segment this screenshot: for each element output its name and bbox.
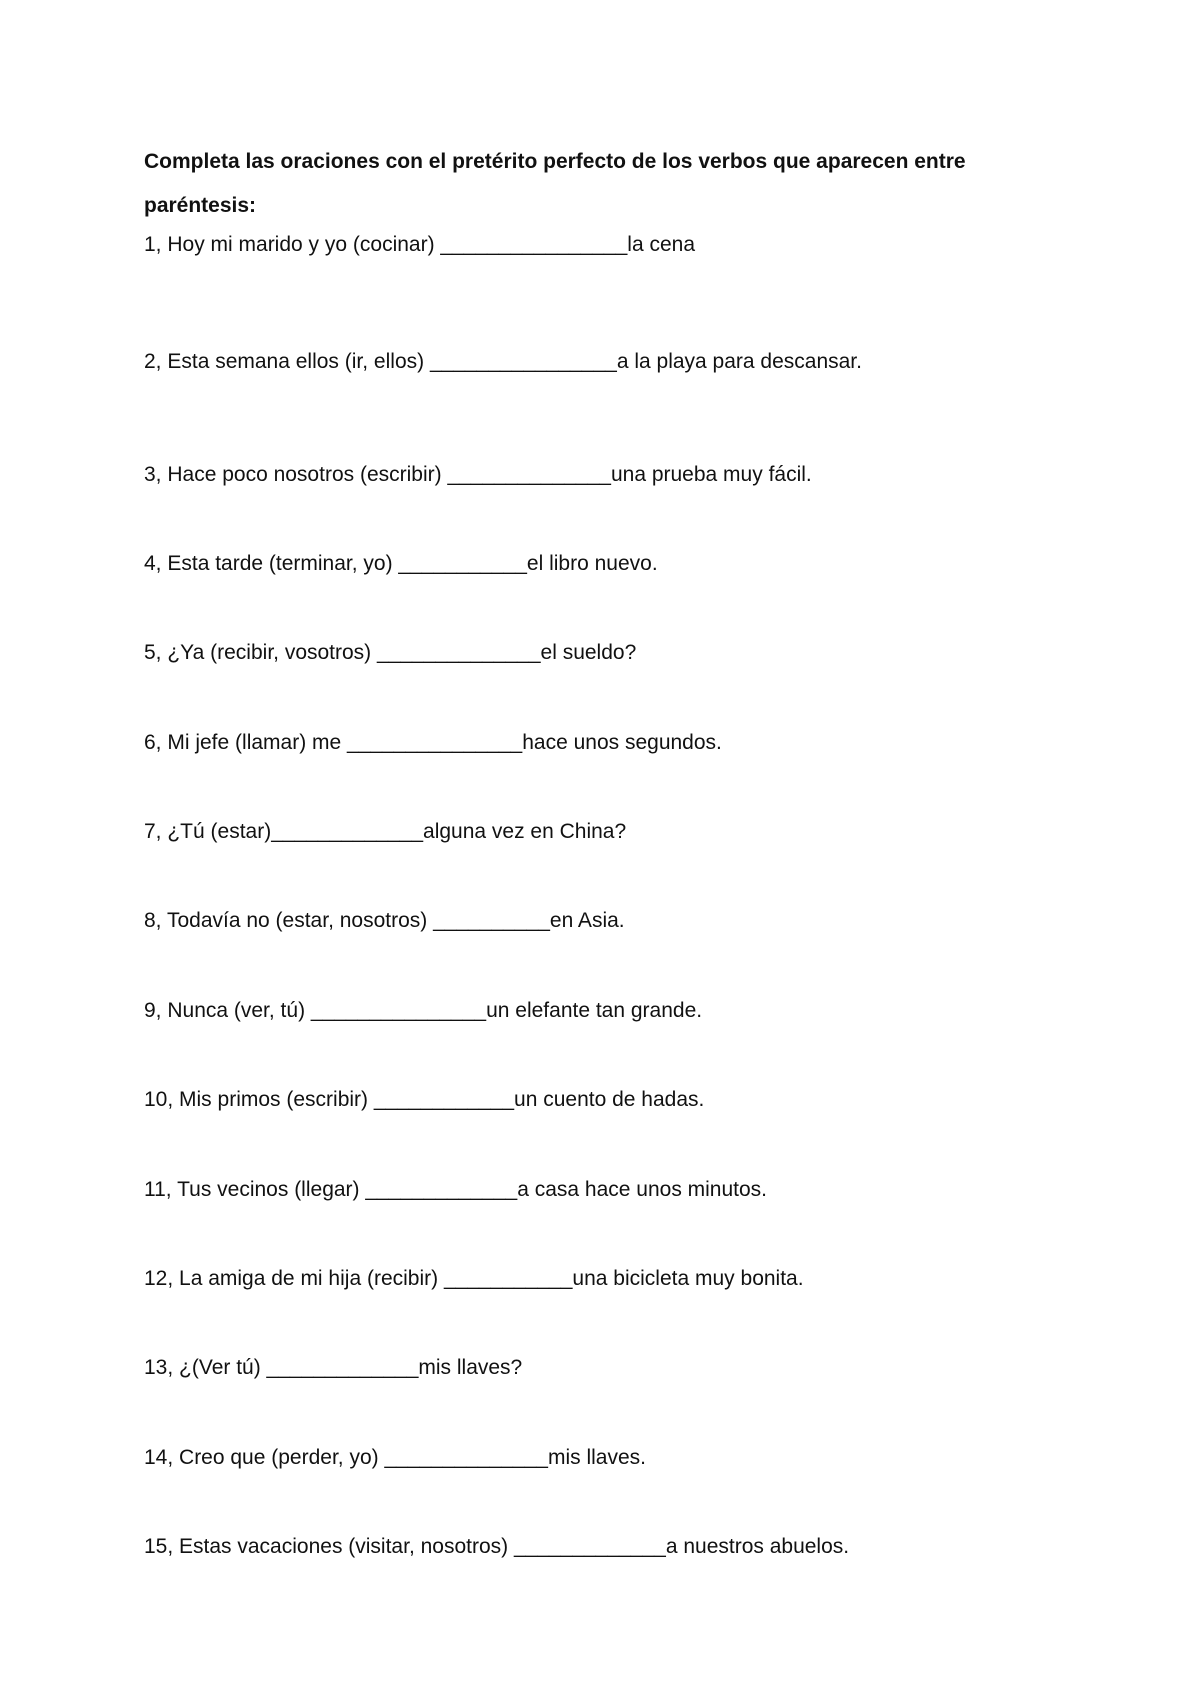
sentence-6: 6, Mi jefe (llamar) me _______________hace unos segundos. [144,731,722,754]
instructions-line-2: paréntesis: [144,194,257,217]
sentence-2: 2, Esta semana ellos (ir, ellos) ________________a la playa para descansar. [144,350,862,373]
sentence-15: 15, Estas vacaciones (visitar, nosotros) _____________a nuestros abuelos. [144,1535,850,1558]
sentence-13: 13, ¿(Ver tú) _____________mis llaves? [144,1356,523,1379]
sentence-4: 4, Esta tarde (terminar, yo) ___________el libro nuevo. [144,552,658,575]
instructions [144,140,1044,228]
sentence-12: 12, La amiga de mi hija (recibir) ___________una bicicleta muy bonita. [144,1267,804,1290]
sentence-8: 8, Todavía no (estar, nosotros) __________en Asia. [144,909,625,932]
sentence-7: 7, ¿Tú (estar)_____________alguna vez en China? [144,820,627,843]
sentence-1: 1, Hoy mi marido y yo (cocinar) ________________la cena [144,233,695,256]
sentence-10: 10, Mis primos (escribir) ____________un cuento de hadas. [144,1088,705,1111]
sentence-5: 5, ¿Ya (recibir, vosotros) ______________el sueldo? [144,641,637,664]
sentence-14: 14, Creo que (perder, yo) ______________mis llaves. [144,1446,646,1469]
sentence-9: 9, Nunca (ver, tú) _______________un elefante tan grande. [144,999,703,1022]
sentence-3: 3, Hace poco nosotros (escribir) ______________una prueba muy fácil. [144,463,812,486]
instructions-line-1: Completa las oraciones con el pretérito perfecto de los verbos que aparecen entre [144,150,966,173]
sentence-11: 11, Tus vecinos (llegar) _____________a casa hace unos minutos. [144,1178,768,1201]
